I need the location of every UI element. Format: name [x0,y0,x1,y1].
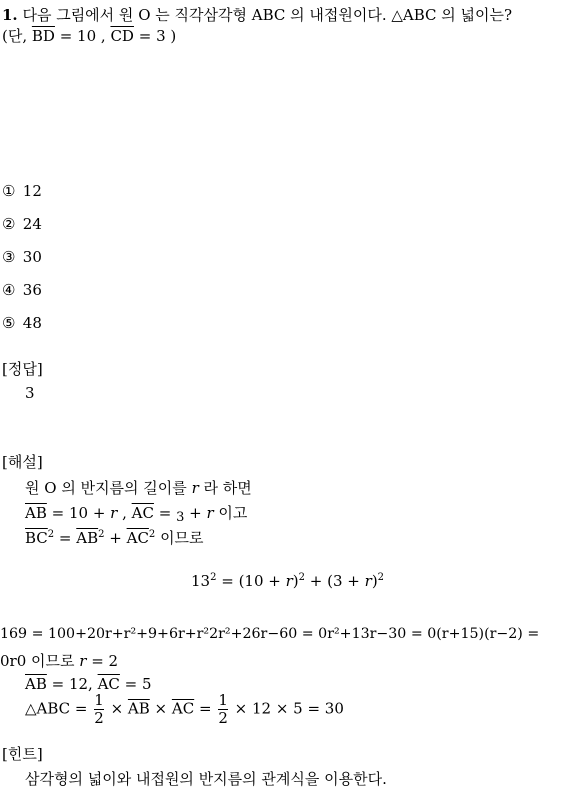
result-line-1 [25,675,152,693]
segment-ab: $\overline{AB}$ [76,529,99,547]
segment-ac: $\overline{AC}$ [97,675,120,693]
numerator: 1 [94,691,104,709]
var-r: r [79,652,87,670]
text: × [105,699,128,718]
segment-cd: $\overline{CD}$ [110,27,134,45]
text: = 12, [46,675,98,693]
question-condition [2,25,176,46]
choice-value: 12 [22,182,42,200]
text: 이므로 [155,529,204,547]
text: 라 하면 [198,479,252,497]
text: 3 [176,510,185,525]
choice-mark: ① [2,182,16,200]
hint-heading: [힌트] [2,745,43,763]
segment-ac: $\overline{AC}$ [171,699,195,718]
exponent: 2 [47,529,55,540]
var-r: r [285,572,293,590]
text: = 2 [86,652,119,670]
explanation-line-2 [25,502,247,525]
var-r: r [206,504,214,522]
segment-ac: $\overline{AC}$ [126,529,149,547]
segment-ab: $\overline{AB}$ [25,504,47,522]
exponent: 2 [377,572,385,583]
text: = 10 + [46,504,111,522]
text: = [54,529,77,547]
explanation-line-3 [25,527,204,548]
question-body: 다음 그림에서 원 O 는 직각삼각형 ABC 의 내접원이다. △ABC 의 넓이는? [22,6,513,24]
var-r: r [364,572,372,590]
cond-suffix: = 3 ) [133,27,177,45]
text: + (3 + [305,572,365,590]
denominator: 2 [94,709,104,727]
result-line-2 [25,692,344,727]
text: 0r0 이므로 [0,652,80,670]
choice-value: 48 [22,314,42,332]
numerator: 1 [218,691,228,709]
text: = [194,699,217,718]
choice-value: 30 [22,248,42,266]
cond-prefix: (단, [2,27,32,45]
exponent: 2 [298,572,306,583]
text: = (10 + [216,572,286,590]
text: + [184,504,207,522]
exponent: 2 [148,529,156,540]
text: × 12 × 5 = 30 [229,699,344,718]
text: , [117,504,132,522]
centered-equation [191,572,384,590]
answer-heading: [정답] [2,360,43,378]
explanation-heading: [해설] [2,453,43,471]
choice-1[interactable] [2,182,42,200]
text: 13 [191,572,211,590]
choice-value: 36 [22,281,42,299]
text: = [153,504,177,522]
cond-mid: = 10 , [54,27,111,45]
var-r: r [191,479,199,497]
segment-ab: $\overline{AB}$ [127,699,150,718]
answer-value: 3 [25,384,35,402]
choice-mark: ④ [2,281,16,299]
exponent: 2 [98,529,105,540]
long-equation-line-1: 169 = 100+20r+r²+9+6r+r²2r²+26r−60 = 0r²+13r−30 = 0(r+15)(r−2) = [0,626,540,642]
fraction-half [94,692,104,727]
hint-text: 삼각형의 넓이와 내접원의 반지름의 관계식을 이용한다. [25,770,387,788]
choice-4[interactable] [2,281,42,299]
choice-mark: ② [2,215,16,233]
segment-bc: $\overline{BC}$ [25,529,48,547]
text: × [149,699,172,718]
segment-bd: $\overline{BD}$ [31,27,55,45]
choice-mark: ⑤ [2,314,16,332]
text: + [104,529,127,547]
question-number: 1. [2,6,18,24]
choice-2[interactable] [2,215,42,233]
choice-3[interactable] [2,248,42,266]
fraction-half [218,692,228,727]
denominator: 2 [218,709,228,727]
exponent: 2 [210,572,217,583]
var-r: r [110,504,118,522]
choice-value: 24 [22,215,42,233]
segment-ab: $\overline{AB}$ [25,675,47,693]
text: ) [371,572,378,590]
text: = 5 [119,675,152,693]
question-text [2,4,512,25]
text: 이고 [213,504,248,522]
segment-ac: $\overline{AC}$ [131,504,154,522]
text: ) [292,572,299,590]
choice-5[interactable] [2,314,42,332]
long-equation-line-2 [0,650,118,671]
explanation-line-1 [25,477,252,498]
choice-mark: ③ [2,248,16,266]
text: 원 O 의 반지름의 길이를 [25,479,192,497]
text: △ABC = [25,699,93,718]
